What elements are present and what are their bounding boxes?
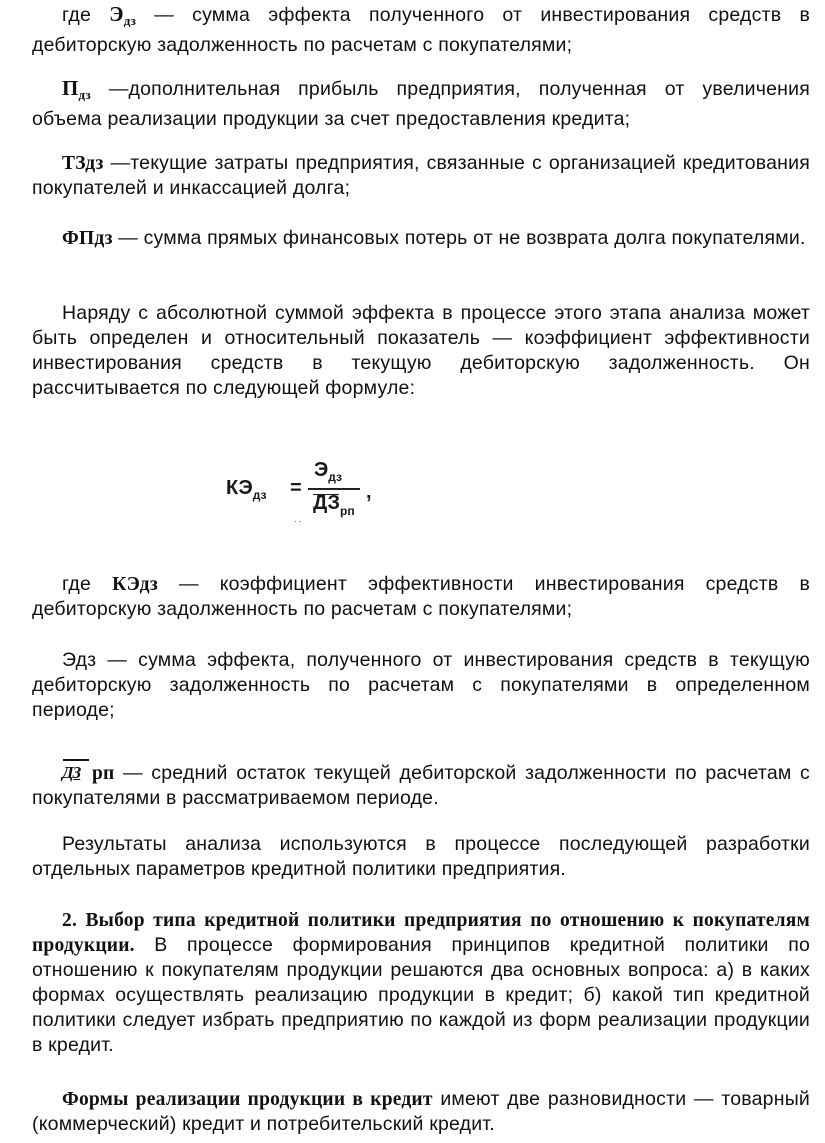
paragraph-kedz-definition [32,572,810,622]
paragraph-relative-indicator [32,301,810,401]
formula-lhs: $КЭ_{дз}$ [226,477,267,502]
paragraph-results [32,832,810,882]
paragraph-edz-definition [32,2,810,58]
symbol-pdz: $П_{дз}$ [62,76,91,102]
formula-scan-dots: · · [294,517,302,526]
formula-comma: , [366,481,372,503]
definition-text: — сумма эффекта полученного от инвестирования средств в дебиторскую задолженность по расчетам с покупателями; [32,4,811,56]
formula-numerator: $Э_{дз}$ [314,459,342,484]
section-heading: 2. Выбор типа кредитной политики предприятия по отношению к покупателям продукции. [32,910,810,956]
symbol-rp: рп [92,763,115,784]
paragraph-credit-forms [32,1087,810,1137]
definition-text: — средний остаток текущей дебиторской задолженности по расчетам с покупателями в рассматриваемом периоде. [32,762,810,809]
formula-equals: = [290,477,302,499]
paragraph-text: Наряду с абсолютной суммой эффекта в процессе этого этапа анализа может быть определен и относительный показатель — коэффициент эффективности инвестирования средств в текущую дебиторскую задолженность. Он рассчитывается по следующей формуле: [32,302,810,399]
paragraph-dzrp-definition [32,759,810,811]
paragraph-text: В процессе формирования принципов кредитной политики по отношению к покупателям продукции решаются два основных вопроса: а) в каких формах осуществлять реализацию продукции в кредит; б) какой тип кредитной политики следует избрать предприятию по каждой из форм реализации продукции в кредит. [32,934,810,1056]
formula-denominator: $ДЗ_{рп}$ [313,492,355,518]
symbol-edz2: Эдз [62,649,97,671]
fraction-bar [308,488,360,490]
paragraph-text: Результаты анализа используются в процессе последующей разработки отдельных параметров кредитной политики предприятия. [32,833,810,880]
definition-text: — коэффициент эффективности инвестирования средств в дебиторскую задолженность по расчетам с покупателями; [32,573,811,620]
paragraph-tzdz-definition [32,151,810,201]
definition-text: —дополнительная прибыль предприятия, полученная от увеличения объема реализации продукции за счет предоставления кредита; [32,78,810,130]
lead-word: где [62,573,92,595]
symbol-edz: $Э_{дз}$ [109,2,137,28]
symbol-tzdz: ТЗдз [62,153,104,174]
paragraph-text: имеют две разновидности — товарный (коммерческий) кредит и потребительский кредит. [32,1088,810,1135]
paragraph-fpdz-definition [32,226,810,251]
definition-text: — сумма прямых финансовых потерь от не возврата долга покупателями. [118,227,806,249]
symbol-kedz: КЭдз [112,574,158,595]
definition-text: —текущие затраты предприятия, связанные с организацией кредитования покупателей и инкассацией долга; [32,152,810,199]
paragraph-credit-policy-type [32,908,810,1058]
symbol-fpdz: ФПдз [62,228,113,249]
bold-lead: Формы реализации продукции в кредит [62,1089,433,1110]
paragraph-pdz-definition [32,76,810,132]
paragraph-edz2-definition [32,648,810,723]
formula-image [210,455,400,530]
definition-text: — сумма эффекта, полученного от инвестирования средств в текущую дебиторскую задолженность по расчетам с покупателями в определенном периоде; [32,649,811,721]
dz-overline-icon: ДЗ [62,759,92,781]
lead-word: где [62,4,92,26]
